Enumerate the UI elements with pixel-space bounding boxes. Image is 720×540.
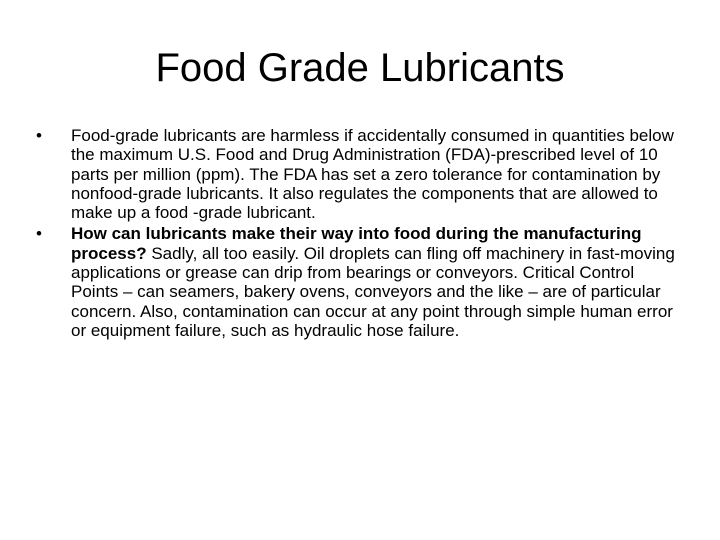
bullet-list [36,126,686,342]
bullet-1-text: Food-grade lubricants are harmless if accidentally consumed in quantities below the maximum U.S. Food and Drug Administration (FDA)-prescribed level of 10 parts per million (ppm). The FDA has set a zero tolerance for contamination by nonfood-grade lubricants. It also regulates the components that are allowed to make up a food -grade lubricant. [71,126,674,223]
bullet-2-bold-text: How can lubricants make their way into food during the manufacturing process? [71,224,642,263]
bullet-marker-icon: • [36,126,42,145]
slide-title: Food Grade Lubricants [155,46,565,90]
bullet-2-text: Sadly, all too easily. Oil droplets can fling off machinery in fast-moving applications or grease can drip from bearings or conveyors. Critical Control Points – can seamers, bakery ovens, conveyors and the like – are of particular concern. Also, contamination can occur at any point through simple human error or equipment failure, such as hydraulic hose failure. [71,243,675,340]
bullet-marker-icon: • [36,224,42,244]
bullet-item-2 [36,224,686,340]
bullet-item-1 [36,126,686,222]
